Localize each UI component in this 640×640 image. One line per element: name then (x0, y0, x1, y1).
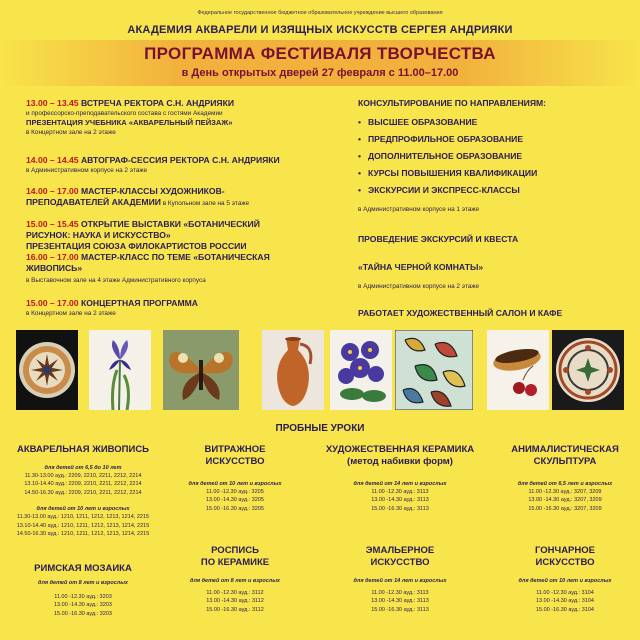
lesson-title: ИСКУССТВО (535, 557, 595, 568)
event-time: 14.00 – 17.00 (26, 186, 79, 196)
event-presentation: ПРЕЗЕНТАЦИЯ УЧЕБНИКА «АКВАРЕЛЬНЫЙ ПЕЙЗАЖ» (26, 118, 233, 127)
lesson-slot: 15.00 -16.30 ауд.: 3104 (535, 606, 594, 613)
lesson-title: АКВАРЕЛЬНАЯ ЖИВОПИСЬ (16, 444, 150, 455)
lesson-title: ГОНЧАРНОЕ (535, 545, 595, 556)
lesson-age: для детей от 10 лет и взрослых (188, 481, 282, 487)
event-time: 15.00 – 15.45 (26, 219, 79, 229)
event-3 (26, 186, 341, 208)
lesson-ceramics (310, 444, 490, 513)
tour-heading: ПРОВЕДЕНИЕ ЭКСКУРСИЙ И КВЕСТА (358, 234, 519, 244)
event-detail: и профессорско-преподавательского состава с гостями Академии (26, 110, 223, 117)
event-5 (26, 298, 341, 318)
lesson-stained-glass (180, 444, 290, 513)
lesson-slot: 11.00 -12.30 ауд.: 3203 (54, 594, 112, 600)
lesson-age: для детей от 6,5 до 10 лет (44, 465, 122, 471)
salon-heading: РАБОТАЕТ ХУДОЖЕСТВЕННЫЙ САЛОН И КАФЕ (358, 308, 563, 318)
lesson-slot: 13.10-14.40 ауд.: 2209, 2210, 2211, 2212, 2214 (24, 481, 142, 488)
ornament-plate-image (552, 330, 624, 410)
event-title: КОНЦЕРТНАЯ ПРОГРАММА (78, 298, 199, 308)
lesson-title: РИМСКАЯ МОЗАИКА (34, 563, 132, 574)
event-title-2-cont: ЖИВОПИСЬ» (26, 263, 83, 273)
lesson-slot: 14.50-16.30 ауд.: 2209, 2210, 2211, 2212, 2214 (24, 489, 142, 496)
event-time: 15.00 – 17.00 (26, 298, 79, 308)
lesson-slot: 13.00 -14.30 ауд.: 3112 (206, 598, 264, 605)
image-strip (0, 330, 640, 410)
ceramic-plate-image (16, 330, 78, 410)
lesson-title: ХУДОЖЕСТВЕННАЯ КЕРАМИКА (325, 444, 475, 455)
consult-heading: КОНСУЛЬТИРОВАНИЕ ПО НАПРАВЛЕНИЯМ: (358, 98, 547, 108)
lesson-mosaic (8, 563, 158, 618)
lesson-age: для детей от 8 лет и взрослых (190, 578, 280, 584)
page-title: ПРОГРАММА ФЕСТИВАЛЯ ТВОРЧЕСТВА (144, 44, 496, 63)
lesson-slot: 11.00 -12.30 ауд.: 3205 (206, 489, 264, 495)
consult-place: в Административном корпусе на 1 этаже (358, 206, 480, 213)
consult-item: • ПРЕДПРОФИЛЬНОЕ ОБРАЗОВАНИЕ (358, 134, 524, 144)
lesson-slot: 11.00 -12.30 ауд.: 3112 (206, 590, 264, 596)
lesson-slot: 13.00 -14.30 ауд.: 3205 (205, 497, 264, 504)
event-place: в Административном корпусе на 2 этаже (26, 167, 148, 174)
lesson-slot: 11.00 -12.30 ауд.: 3207, 3209 (528, 489, 602, 495)
lesson-slot: 11.00 -12.30 ауд.: 3113 (371, 489, 429, 495)
consult-item: • КУРСЫ ПОВЫШЕНИЯ КВАЛИФИКАЦИИ (358, 168, 538, 178)
event-2 (26, 155, 341, 175)
lesson-sculpture (495, 444, 635, 513)
lesson-ceramic-painting (180, 545, 290, 614)
lesson-title: ПО КЕРАМИКЕ (200, 557, 270, 568)
lesson-slot: 15.00 -16.30 ауд.: 3207, 3209 (528, 505, 602, 512)
event-title-2: МАСТЕР-КЛАСС ПО ТЕМЕ «БОТАНИЧЕСКАЯ (78, 252, 270, 262)
lesson-slot: 15.00 -16.30 ауд.: 3205 (205, 505, 264, 512)
lesson-slot: 13.00 -14.30 ауд.: 3113 (371, 497, 429, 504)
lesson-slot: 15.00 -16.30 ауд.: 3112 (206, 606, 264, 613)
eclair-cherries-image (487, 330, 549, 410)
event-title: МАСТЕР-КЛАССЫ ХУДОЖНИКОВ- (78, 186, 225, 196)
lesson-slot: 11.30-13.00 ауд.: 1210, 1211, 1212, 1213, 1214, 2215 (16, 514, 150, 521)
lesson-slot: 13.00 -14.30 ауд.: 3203 (53, 602, 112, 609)
iris-botanical-image (89, 330, 151, 410)
lesson-slot: 13.00 -14.30 ауд.: 3207, 3209 (528, 497, 602, 504)
page-subtitle: в День открытых дверей 27 февраля с 11.00–17.00 (181, 67, 459, 79)
institution-line: Федеральное государственное бюджетное образовательное учреждение высшего образования (197, 10, 443, 16)
lesson-age: для детей от 10 лет и взрослых (518, 578, 612, 584)
event-title: ВСТРЕЧА РЕКТОРА С.Н. АНДРИЯКИ (78, 98, 235, 108)
lesson-slot: 11.00 -12.30 ауд.: 3113 (371, 590, 429, 596)
lesson-pottery (495, 545, 635, 614)
lesson-slot: 11.30-13.00 ауд.: 2209, 2210, 2211, 2212, 2214 (24, 473, 142, 479)
clay-jug-image (262, 330, 324, 410)
butterfly-mosaic-image (163, 330, 239, 410)
lesson-age: для детей от 14 лет и взрослых (353, 481, 447, 487)
lesson-age: для детей от 6,5 лет и взрослых (517, 481, 613, 487)
lesson-age: для детей от 10 лет и взрослых (36, 506, 130, 513)
event-1 (26, 98, 341, 137)
event-time: 13.00 – 13.45 (26, 98, 79, 108)
trial-lessons-heading: ПРОБНЫЕ УРОКИ (275, 423, 365, 434)
lesson-slot: 11.00 -12.30 ауд.: 3104 (536, 590, 594, 596)
event-4 (26, 219, 341, 285)
lesson-slot: 13.10-14.40 ауд.: 1210, 1211, 1212, 1213, 1214, 2215 (16, 522, 150, 529)
lesson-title: ИСКУССТВО (370, 557, 430, 568)
lesson-slot: 13.00 -14.30 ауд.: 3113 (371, 598, 429, 605)
lesson-slot: 15.00 -16.30 ауд.: 3113 (371, 606, 429, 613)
violet-flowers-image (330, 330, 392, 410)
lesson-watercolor (8, 444, 158, 538)
event-time-2: 16.00 – 17.00 (26, 252, 79, 262)
event-presentation: ПРЕЗЕНТАЦИЯ СОЮЗА ФИЛОКАРТИСТОВ РОССИИ (26, 241, 247, 251)
event-place: в Концертном зале на 2 этаже (26, 310, 116, 317)
consult-item: • ВЫСШЕЕ ОБРАЗОВАНИЕ (358, 117, 478, 127)
lesson-title: ИСКУССТВО (205, 456, 265, 467)
event-title-cont: ПРЕПОДАВАТЕЛЕЙ АКАДЕМИИ (26, 197, 161, 207)
event-place: в Концертном зале на 2 этаже (26, 129, 116, 136)
consult-item: • ДОПОЛНИТЕЛЬНОЕ ОБРАЗОВАНИЕ (358, 151, 523, 161)
lesson-title: АНИМАЛИСТИЧЕСКАЯ (511, 444, 619, 455)
quest-title: «ТАЙНА ЧЕРНОЙ КОМНАТЫ» (358, 262, 484, 272)
lesson-title: РОСПИСЬ (211, 545, 259, 556)
lesson-age: для детей от 8 лет и взрослых (38, 580, 128, 586)
lesson-enamel (310, 545, 490, 614)
consult-item: • ЭКСКУРСИИ И ЭКСПРЕСС-КЛАССЫ (358, 185, 520, 195)
lesson-title: ВИТРАЖНОЕ (204, 444, 266, 455)
academy-name: АКАДЕМИЯ АКВАРЕЛИ И ИЗЯЩНЫХ ИСКУССТВ СЕРГЕЯ АНДРИЯКИ (127, 24, 513, 36)
lesson-age: для детей от 14 лет и взрослых (353, 578, 447, 584)
lesson-title: (метод набивки форм) (347, 456, 453, 467)
tour-place: в Административном корпусе на 2 этаже (358, 283, 480, 290)
event-title: АВТОГРАФ-СЕССИЯ РЕКТОРА С.Н. АНДРИЯКИ (78, 155, 280, 165)
event-place: в Выставочном зале на 4 этаже Административного корпуса (26, 277, 206, 284)
stained-glass-image (395, 330, 473, 410)
lesson-title: ЭМАЛЬЕРНОЕ (365, 545, 435, 556)
event-place: в Купольном зале на 5 этаже (160, 200, 250, 207)
lesson-title: СКУЛЬПТУРА (533, 456, 597, 467)
lesson-slot: 14.50-16.30 ауд.: 1210, 1211, 1212, 1213, 1214, 2215 (16, 531, 150, 538)
event-time: 14.00 – 14.45 (26, 155, 79, 165)
event-title-cont: РИСУНОК: НАУКА И ИСКУССТВО» (26, 230, 171, 240)
lesson-slot: 13.00 -14.30 ауд.: 3104 (535, 598, 594, 605)
event-title: ОТКРЫТИЕ ВЫСТАВКИ «БОТАНИЧЕСКИЙ (78, 219, 260, 229)
lesson-slot: 15.00 -16.30 ауд.: 3113 (371, 505, 429, 512)
lesson-slot: 15.00 -16.30 ауд.: 3203 (53, 610, 112, 617)
